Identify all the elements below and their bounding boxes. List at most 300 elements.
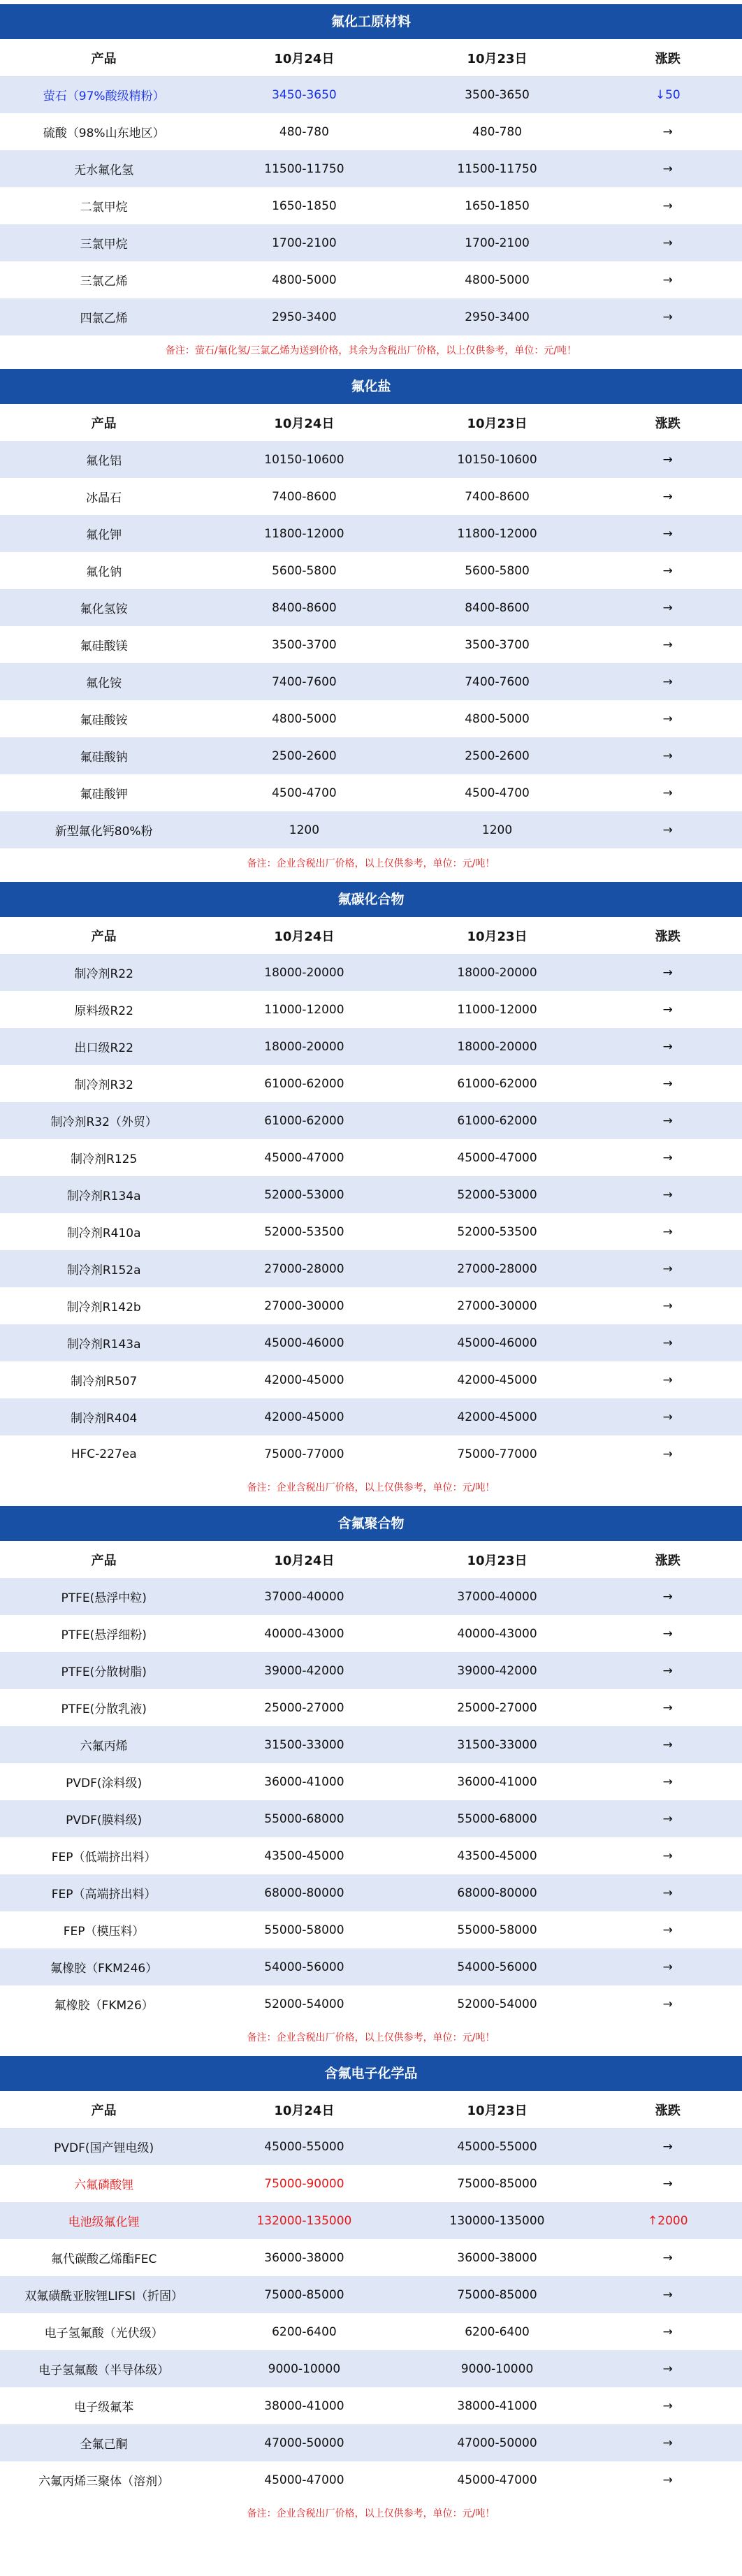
product-name: 出口级R22 bbox=[74, 1041, 133, 1055]
table-row bbox=[0, 2350, 742, 2387]
product-name: PTFE(悬浮细粉) bbox=[61, 1628, 147, 1642]
price-date1: 38000-41000 bbox=[264, 2398, 344, 2413]
price-change: → bbox=[662, 748, 673, 763]
product-name: FEP（模压料） bbox=[63, 1925, 145, 1939]
price-date1: 36000-38000 bbox=[264, 2250, 344, 2265]
price-change: → bbox=[662, 711, 673, 726]
header-date1: 10月24日 bbox=[274, 1553, 335, 1568]
product-name: 硫酸（98%山东地区） bbox=[43, 126, 165, 140]
table-row bbox=[0, 187, 742, 224]
product-name: 氟化氢铵 bbox=[80, 602, 128, 616]
price-change: → bbox=[662, 1811, 673, 1826]
price-change: → bbox=[662, 600, 673, 615]
price-date1: 1200 bbox=[289, 823, 320, 837]
price-date2: 68000-80000 bbox=[457, 1886, 537, 1900]
header-date1: 10月24日 bbox=[274, 929, 335, 944]
price-date1: 36000-41000 bbox=[264, 1774, 344, 1789]
price-change: → bbox=[662, 1848, 673, 1863]
price-change: → bbox=[662, 1447, 673, 1461]
price-date2: 36000-41000 bbox=[457, 1774, 537, 1789]
table-row bbox=[0, 1763, 742, 1800]
product-name: PTFE(分散树脂) bbox=[61, 1665, 147, 1679]
price-date1: 75000-90000 bbox=[264, 2176, 344, 2191]
table-row bbox=[0, 1985, 742, 2023]
price-change: → bbox=[662, 2287, 673, 2302]
price-date2: 45000-47000 bbox=[457, 1150, 537, 1165]
header-change: 涨跌 bbox=[655, 929, 681, 944]
section-note: 备注：企业含税出厂价格，以上仅供参考，单位：元/吨！ bbox=[0, 848, 742, 879]
price-change: → bbox=[662, 124, 673, 139]
price-date2: 54000-56000 bbox=[457, 1960, 537, 1974]
product-name: PTFE(分散乳液) bbox=[61, 1702, 147, 1716]
product-name: 制冷剂R410a bbox=[66, 1227, 141, 1240]
price-date1: 4800-5000 bbox=[272, 273, 337, 287]
price-date2: 7400-8600 bbox=[465, 489, 530, 504]
price-change: → bbox=[662, 1410, 673, 1424]
price-change: → bbox=[662, 2436, 673, 2450]
price-date1: 45000-47000 bbox=[264, 1150, 344, 1165]
table-row bbox=[0, 737, 742, 774]
price-change: → bbox=[662, 1886, 673, 1900]
price-date2: 3500-3650 bbox=[465, 87, 530, 102]
price-date1: 11500-11750 bbox=[264, 161, 344, 176]
table-row bbox=[0, 2202, 742, 2239]
price-change: → bbox=[662, 526, 673, 541]
price-change: → bbox=[662, 1700, 673, 1715]
price-date1: 54000-56000 bbox=[264, 1960, 344, 1974]
price-date2: 4800-5000 bbox=[465, 273, 530, 287]
price-change: → bbox=[662, 2473, 673, 2487]
price-date2: 75000-77000 bbox=[457, 1447, 537, 1461]
section-title: 含氟电子化学品 bbox=[0, 2056, 742, 2091]
table-row bbox=[0, 1615, 742, 1652]
table-row bbox=[0, 2276, 742, 2313]
price-change: → bbox=[662, 310, 673, 324]
price-date1: 37000-40000 bbox=[264, 1589, 344, 1604]
price-date1: 52000-53000 bbox=[264, 1187, 344, 1202]
price-date1: 11800-12000 bbox=[264, 526, 344, 541]
product-name: 氟硅酸钾 bbox=[80, 788, 128, 802]
price-date2: 42000-45000 bbox=[457, 1373, 537, 1387]
price-date2: 52000-54000 bbox=[457, 1997, 537, 2011]
table-row bbox=[0, 774, 742, 811]
price-change: → bbox=[662, 273, 673, 287]
section-note: 备注：企业含税出厂价格，以上仅供参考，单位：元/吨！ bbox=[0, 1472, 742, 1503]
product-name: PVDF(国产锂电级) bbox=[54, 2141, 154, 2155]
price-change: → bbox=[662, 1336, 673, 1350]
price-date1: 1700-2100 bbox=[272, 236, 337, 250]
price-date2: 1200 bbox=[481, 823, 513, 837]
header-date1: 10月24日 bbox=[274, 51, 335, 66]
price-date2: 3500-3700 bbox=[465, 637, 530, 652]
product-name: 氟化钾 bbox=[86, 528, 122, 542]
price-date1: 9000-10000 bbox=[268, 2361, 341, 2376]
price-date2: 47000-50000 bbox=[457, 2436, 537, 2450]
price-change: → bbox=[662, 2176, 673, 2191]
price-date1: 45000-47000 bbox=[264, 2473, 344, 2487]
product-name: 全氟己酮 bbox=[80, 2438, 128, 2452]
table-row bbox=[0, 663, 742, 700]
price-change: → bbox=[662, 1261, 673, 1276]
table-row bbox=[0, 113, 742, 150]
price-date1: 480-780 bbox=[279, 124, 329, 139]
price-date2: 25000-27000 bbox=[457, 1700, 537, 1715]
product-name: 氟硅酸镁 bbox=[80, 639, 128, 653]
product-name: 制冷剂R32（外贸） bbox=[50, 1115, 157, 1129]
price-date1: 55000-68000 bbox=[264, 1811, 344, 1826]
price-date2: 75000-85000 bbox=[457, 2287, 537, 2302]
table-row bbox=[0, 811, 742, 848]
price-date2: 130000-135000 bbox=[449, 2213, 545, 2228]
table-row bbox=[0, 298, 742, 335]
price-date1: 40000-43000 bbox=[264, 1626, 344, 1641]
price-date2: 61000-62000 bbox=[457, 1076, 537, 1091]
price-change: → bbox=[662, 823, 673, 837]
price-date1: 4800-5000 bbox=[272, 711, 337, 726]
table-header bbox=[0, 404, 742, 441]
price-date2: 7400-7600 bbox=[465, 674, 530, 689]
price-date1: 8400-8600 bbox=[272, 600, 337, 615]
price-date1: 52000-53500 bbox=[264, 1224, 344, 1239]
table-row bbox=[0, 552, 742, 589]
price-date1: 27000-28000 bbox=[264, 1261, 344, 1276]
table-row bbox=[0, 1398, 742, 1435]
header-date2: 10月23日 bbox=[467, 929, 528, 944]
price-date2: 8400-8600 bbox=[465, 600, 530, 615]
table-row bbox=[0, 1800, 742, 1837]
price-date2: 10150-10600 bbox=[457, 452, 537, 467]
table-row bbox=[0, 515, 742, 552]
price-date1: 61000-62000 bbox=[264, 1113, 344, 1128]
price-change: → bbox=[662, 2139, 673, 2154]
product-name: 制冷剂R404 bbox=[71, 1412, 138, 1426]
price-date1: 3500-3700 bbox=[272, 637, 337, 652]
price-date2: 2500-2600 bbox=[465, 748, 530, 763]
price-date2: 55000-68000 bbox=[457, 1811, 537, 1826]
product-name: 三氯乙烯 bbox=[80, 275, 128, 289]
price-date2: 39000-42000 bbox=[457, 1663, 537, 1678]
product-name: PVDF(膜料级) bbox=[66, 1814, 143, 1828]
product-name: 氟硅酸铵 bbox=[80, 714, 128, 728]
price-date1: 6200-6400 bbox=[272, 2324, 337, 2339]
price-date2: 11000-12000 bbox=[457, 1002, 537, 1017]
table-row bbox=[0, 150, 742, 187]
section-note: 备注：企业含税出厂价格，以上仅供参考，单位：元/吨！ bbox=[0, 2023, 742, 2053]
product-name: 电子氢氟酸（半导体级） bbox=[38, 2364, 170, 2378]
price-date2: 1650-1850 bbox=[465, 198, 530, 213]
table-row bbox=[0, 1578, 742, 1615]
price-date1: 2500-2600 bbox=[272, 748, 337, 763]
price-date1: 39000-42000 bbox=[264, 1663, 344, 1678]
price-date2: 75000-85000 bbox=[457, 2176, 537, 2191]
price-date1: 55000-58000 bbox=[264, 1923, 344, 1937]
price-date2: 11800-12000 bbox=[457, 526, 537, 541]
header-product: 产品 bbox=[91, 416, 117, 431]
price-date2: 9000-10000 bbox=[460, 2361, 534, 2376]
table-row bbox=[0, 2128, 742, 2165]
section-note: 备注：企业含税出厂价格，以上仅供参考，单位：元/吨！ bbox=[0, 2498, 742, 2529]
header-date2: 10月23日 bbox=[467, 1553, 528, 1568]
section-title: 氟化工原材料 bbox=[0, 4, 742, 39]
table-row bbox=[0, 478, 742, 515]
price-date1: 25000-27000 bbox=[264, 1700, 344, 1715]
price-date2: 45000-55000 bbox=[457, 2139, 537, 2154]
table-row bbox=[0, 1102, 742, 1139]
price-date1: 42000-45000 bbox=[264, 1373, 344, 1387]
price-date1: 7400-7600 bbox=[272, 674, 337, 689]
header-change: 涨跌 bbox=[655, 2103, 681, 2118]
price-change: → bbox=[662, 1997, 673, 2011]
product-name: 氟化铵 bbox=[86, 676, 122, 690]
product-name: 六氟丙烯三聚体（溶剂） bbox=[38, 2475, 170, 2489]
product-name: 三氯甲烷 bbox=[80, 238, 128, 252]
price-date1: 75000-85000 bbox=[264, 2287, 344, 2302]
product-name: 电子级氟苯 bbox=[74, 2401, 134, 2415]
price-date2: 1700-2100 bbox=[465, 236, 530, 250]
price-date2: 52000-53500 bbox=[457, 1224, 537, 1239]
product-name: PTFE(悬浮中粒) bbox=[61, 1591, 147, 1605]
price-change: → bbox=[662, 1774, 673, 1789]
product-name: 制冷剂R152a bbox=[66, 1264, 141, 1278]
price-date1: 52000-54000 bbox=[264, 1997, 344, 2011]
price-change: ↓50 bbox=[655, 87, 681, 102]
table-row bbox=[0, 2239, 742, 2276]
price-date1: 2950-3400 bbox=[272, 310, 337, 324]
product-name: 氟橡胶（FKM246） bbox=[50, 1962, 158, 1976]
price-change: → bbox=[662, 1187, 673, 1202]
product-name: 氟化铝 bbox=[86, 454, 122, 468]
product-name: 新型氟化钙80%粉 bbox=[54, 825, 153, 839]
price-change: → bbox=[662, 161, 673, 176]
price-date2: 38000-41000 bbox=[457, 2398, 537, 2413]
header-date2: 10月23日 bbox=[467, 2103, 528, 2118]
header-change: 涨跌 bbox=[655, 1553, 681, 1568]
header-date1: 10月24日 bbox=[274, 2103, 335, 2118]
product-name: FEP（高端挤出料） bbox=[51, 1888, 157, 1902]
table-row bbox=[0, 1324, 742, 1361]
table-row bbox=[0, 1028, 742, 1065]
price-date1: 18000-20000 bbox=[264, 965, 344, 980]
price-date2: 4800-5000 bbox=[465, 711, 530, 726]
price-date2: 18000-20000 bbox=[457, 965, 537, 980]
price-date1: 43500-45000 bbox=[264, 1848, 344, 1863]
price-date2: 43500-45000 bbox=[457, 1848, 537, 1863]
price-change: → bbox=[662, 1002, 673, 1017]
price-change: → bbox=[662, 1113, 673, 1128]
table-row bbox=[0, 991, 742, 1028]
price-date1: 10150-10600 bbox=[264, 452, 344, 467]
product-name: 原料级R22 bbox=[74, 1004, 133, 1018]
price-date2: 31500-33000 bbox=[457, 1737, 537, 1752]
product-name: 萤石（97%酸级精粉） bbox=[43, 89, 165, 103]
table-row bbox=[0, 2461, 742, 2498]
table-row bbox=[0, 2387, 742, 2424]
price-date1: 18000-20000 bbox=[264, 1039, 344, 1054]
price-date2: 480-780 bbox=[472, 124, 523, 139]
table-row bbox=[0, 1911, 742, 1948]
price-date2: 4500-4700 bbox=[465, 786, 530, 800]
product-name: HFC-227ea bbox=[71, 1447, 137, 1461]
table-row bbox=[0, 2165, 742, 2202]
table-row bbox=[0, 2313, 742, 2350]
price-change: → bbox=[662, 1626, 673, 1641]
table-row bbox=[0, 1250, 742, 1287]
price-date1: 45000-55000 bbox=[264, 2139, 344, 2154]
product-name: 制冷剂R125 bbox=[71, 1152, 138, 1166]
product-name: 六氟磷酸锂 bbox=[74, 2178, 134, 2192]
product-name: 制冷剂R143a bbox=[66, 1338, 141, 1352]
table-row bbox=[0, 1726, 742, 1763]
price-date2: 6200-6400 bbox=[465, 2324, 530, 2339]
price-change: → bbox=[662, 2398, 673, 2413]
price-date1: 61000-62000 bbox=[264, 1076, 344, 1091]
product-name: 制冷剂R32 bbox=[74, 1078, 133, 1092]
table-row bbox=[0, 700, 742, 737]
price-date1: 27000-30000 bbox=[264, 1298, 344, 1313]
price-date1: 132000-135000 bbox=[256, 2213, 352, 2228]
product-name: 二氯甲烷 bbox=[80, 201, 128, 215]
price-date1: 3450-3650 bbox=[272, 87, 337, 102]
product-name: PVDF(涂料级) bbox=[66, 1777, 143, 1790]
table-row bbox=[0, 626, 742, 663]
header-date1: 10月24日 bbox=[274, 416, 335, 431]
table-header bbox=[0, 917, 742, 954]
price-change: → bbox=[662, 563, 673, 578]
table-row bbox=[0, 1176, 742, 1213]
price-change: → bbox=[662, 236, 673, 250]
section-note: 备注：萤石/氟化氢/三氯乙烯为送到价格，其余为含税出厂价格，以上仅供参考，单位：元/吨！ bbox=[0, 335, 742, 366]
price-change: → bbox=[662, 198, 673, 213]
product-name: 氟橡胶（FKM26） bbox=[54, 1999, 154, 2013]
section-title: 氟化盐 bbox=[0, 369, 742, 404]
table-row bbox=[0, 76, 742, 113]
price-change: → bbox=[662, 1663, 673, 1678]
price-date1: 31500-33000 bbox=[264, 1737, 344, 1752]
price-date2: 2950-3400 bbox=[465, 310, 530, 324]
price-date2: 36000-38000 bbox=[457, 2250, 537, 2265]
table-row bbox=[0, 2424, 742, 2461]
product-name: 无水氟化氢 bbox=[74, 164, 134, 178]
price-date1: 47000-50000 bbox=[264, 2436, 344, 2450]
section-title: 含氟聚合物 bbox=[0, 1506, 742, 1541]
price-date2: 42000-45000 bbox=[457, 1410, 537, 1424]
product-name: 制冷剂R507 bbox=[71, 1375, 138, 1389]
product-name: 电子氢氟酸（光伏级） bbox=[44, 2327, 163, 2340]
price-date2: 5600-5800 bbox=[465, 563, 530, 578]
price-change: → bbox=[662, 1076, 673, 1091]
price-date1: 42000-45000 bbox=[264, 1410, 344, 1424]
price-change: → bbox=[662, 1224, 673, 1239]
product-name: 制冷剂R134a bbox=[66, 1189, 141, 1203]
product-name: FEP（低端挤出料） bbox=[51, 1851, 157, 1865]
table-row bbox=[0, 589, 742, 626]
price-change: → bbox=[662, 637, 673, 652]
price-change: → bbox=[662, 489, 673, 504]
header-change: 涨跌 bbox=[655, 416, 681, 431]
header-product: 产品 bbox=[91, 2103, 117, 2118]
price-change: → bbox=[662, 1737, 673, 1752]
table-row bbox=[0, 441, 742, 478]
table-header bbox=[0, 2091, 742, 2128]
table-row bbox=[0, 1213, 742, 1250]
price-date2: 40000-43000 bbox=[457, 1626, 537, 1641]
price-date2: 37000-40000 bbox=[457, 1589, 537, 1604]
price-change: → bbox=[662, 2324, 673, 2339]
header-date2: 10月23日 bbox=[467, 51, 528, 66]
product-name: 双氟磺酰亚胺锂LIFSI（折固） bbox=[24, 2289, 184, 2303]
price-date1: 75000-77000 bbox=[264, 1447, 344, 1461]
price-change: → bbox=[662, 674, 673, 689]
price-date2: 11500-11750 bbox=[457, 161, 537, 176]
price-change: → bbox=[662, 2361, 673, 2376]
price-date2: 18000-20000 bbox=[457, 1039, 537, 1054]
product-name: 制冷剂R142b bbox=[66, 1301, 141, 1315]
header-product: 产品 bbox=[91, 51, 117, 66]
table-row bbox=[0, 261, 742, 298]
table-header bbox=[0, 1541, 742, 1578]
price-date1: 1650-1850 bbox=[272, 198, 337, 213]
table-row bbox=[0, 1065, 742, 1102]
price-date2: 55000-58000 bbox=[457, 1923, 537, 1937]
product-name: 氟硅酸钠 bbox=[80, 751, 128, 765]
table-row bbox=[0, 1361, 742, 1398]
price-date1: 4500-4700 bbox=[272, 786, 337, 800]
table-row bbox=[0, 1287, 742, 1324]
price-change: → bbox=[662, 2250, 673, 2265]
table-row bbox=[0, 1948, 742, 1985]
header-change: 涨跌 bbox=[655, 51, 681, 66]
table-row bbox=[0, 1837, 742, 1874]
price-date1: 7400-8600 bbox=[272, 489, 337, 504]
header-product: 产品 bbox=[91, 929, 117, 944]
product-name: 氟化钠 bbox=[86, 565, 122, 579]
header-product: 产品 bbox=[91, 1553, 117, 1568]
price-change: → bbox=[662, 1589, 673, 1604]
section-title: 氟碳化合物 bbox=[0, 882, 742, 917]
table-row bbox=[0, 1652, 742, 1689]
table-row bbox=[0, 954, 742, 991]
price-date1: 11000-12000 bbox=[264, 1002, 344, 1017]
table-row bbox=[0, 1139, 742, 1176]
table-header bbox=[0, 39, 742, 76]
table-row bbox=[0, 1435, 742, 1472]
price-change: → bbox=[662, 1923, 673, 1937]
product-name: 制冷剂R22 bbox=[74, 967, 133, 981]
product-name: 四氯乙烯 bbox=[80, 312, 128, 326]
price-change: → bbox=[662, 1373, 673, 1387]
price-change: → bbox=[662, 452, 673, 467]
price-change: → bbox=[662, 1150, 673, 1165]
price-change: → bbox=[662, 1960, 673, 1974]
price-date1: 68000-80000 bbox=[264, 1886, 344, 1900]
price-date2: 27000-30000 bbox=[457, 1298, 537, 1313]
table-row bbox=[0, 1689, 742, 1726]
price-change: → bbox=[662, 1039, 673, 1054]
table-row bbox=[0, 224, 742, 261]
price-date1: 5600-5800 bbox=[272, 563, 337, 578]
price-date2: 27000-28000 bbox=[457, 1261, 537, 1276]
price-date1: 45000-46000 bbox=[264, 1336, 344, 1350]
product-name: 电池级氟化锂 bbox=[68, 2215, 140, 2229]
product-name: 氟代碳酸乙烯酯FEC bbox=[50, 2252, 157, 2266]
price-date2: 45000-46000 bbox=[457, 1336, 537, 1350]
table-row bbox=[0, 1874, 742, 1911]
price-change: → bbox=[662, 1298, 673, 1313]
price-date2: 61000-62000 bbox=[457, 1113, 537, 1128]
product-name: 冰晶石 bbox=[86, 491, 122, 505]
price-change: → bbox=[662, 786, 673, 800]
header-date2: 10月23日 bbox=[467, 416, 528, 431]
